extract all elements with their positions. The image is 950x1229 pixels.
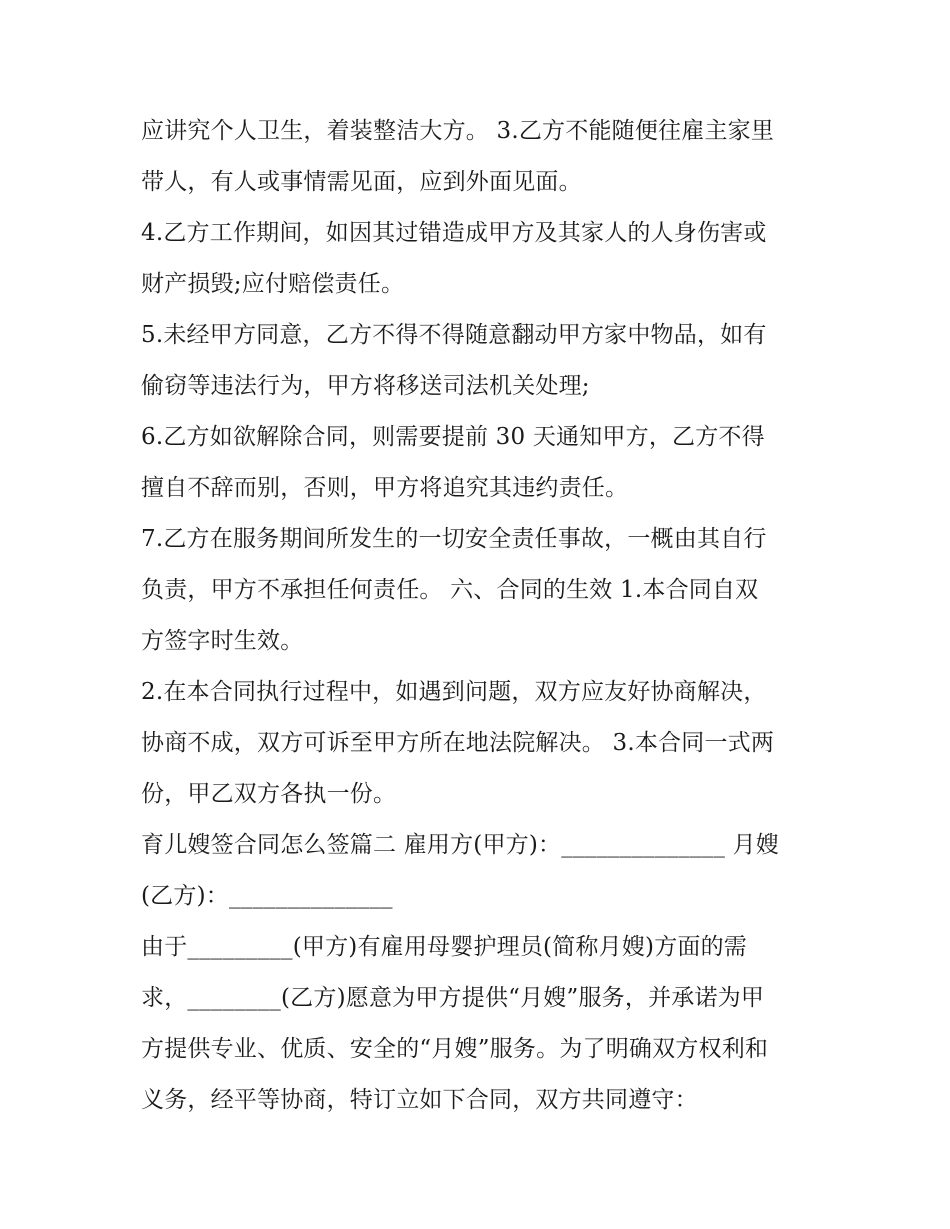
text-line: 带人，有人或事情需见面，应到外面见面。 [141,169,582,195]
text-line: 份，甲乙双方各执一份。 [141,781,397,807]
text-line: (乙方)：______________ [141,883,393,909]
text-line: 应讲究个人卫生，着装整洁大方。 3.乙方不能随便往雇主家里 [141,118,775,144]
text-line: 协商不成，双方可诉至甲方所在地法院解决。 3.本合同一式两 [141,730,775,756]
document-body [141,106,821,1126]
text-line: 义务，经平等协商，特订立如下合同，双方共同遵守： [141,1087,698,1113]
text-line: 5.未经甲方同意，乙方不得不得随意翻动甲方家中物品，如有 [141,322,767,348]
text-line: 6.乙方如欲解除合同，则需要提前 30 天通知甲方，乙方不得 [141,424,765,450]
text-line: 擅自不辞而别，否则，甲方将追究其违约责任。 [141,475,629,501]
text-line: 由于_________(甲方)有雇用母婴护理员(简称月嫂)方面的需 [141,934,747,960]
text-line: 方签字时生效。 [141,628,304,654]
text-line: 7.乙方在服务期间所发生的一切安全责任事故，一概由其自行 [141,526,767,552]
text-line: 方提供专业、优质、安全的“月嫂”服务。为了明确双方权利和 [141,1036,769,1062]
text-line: 4.乙方工作期间，如因其过错造成甲方及其家人的人身伤害或 [141,220,767,246]
text-line: 负责，甲方不承担任何责任。 六、合同的生效 1.本合同自双 [141,577,759,603]
text-line: 2.在本合同执行过程中，如遇到问题，双方应友好协商解决， [141,679,767,705]
text-line: 偷窃等违法行为，甲方将移送司法机关处理; [141,373,590,399]
text-line: 财产损毁;应付赔偿责任。 [141,271,405,297]
text-line: 求，________(乙方)愿意为甲方提供“月嫂”服务，并承诺为甲 [141,985,765,1011]
text-line: 育儿嫂签合同怎么签篇二 雇用方(甲方)：______________ 月嫂 [141,832,779,858]
